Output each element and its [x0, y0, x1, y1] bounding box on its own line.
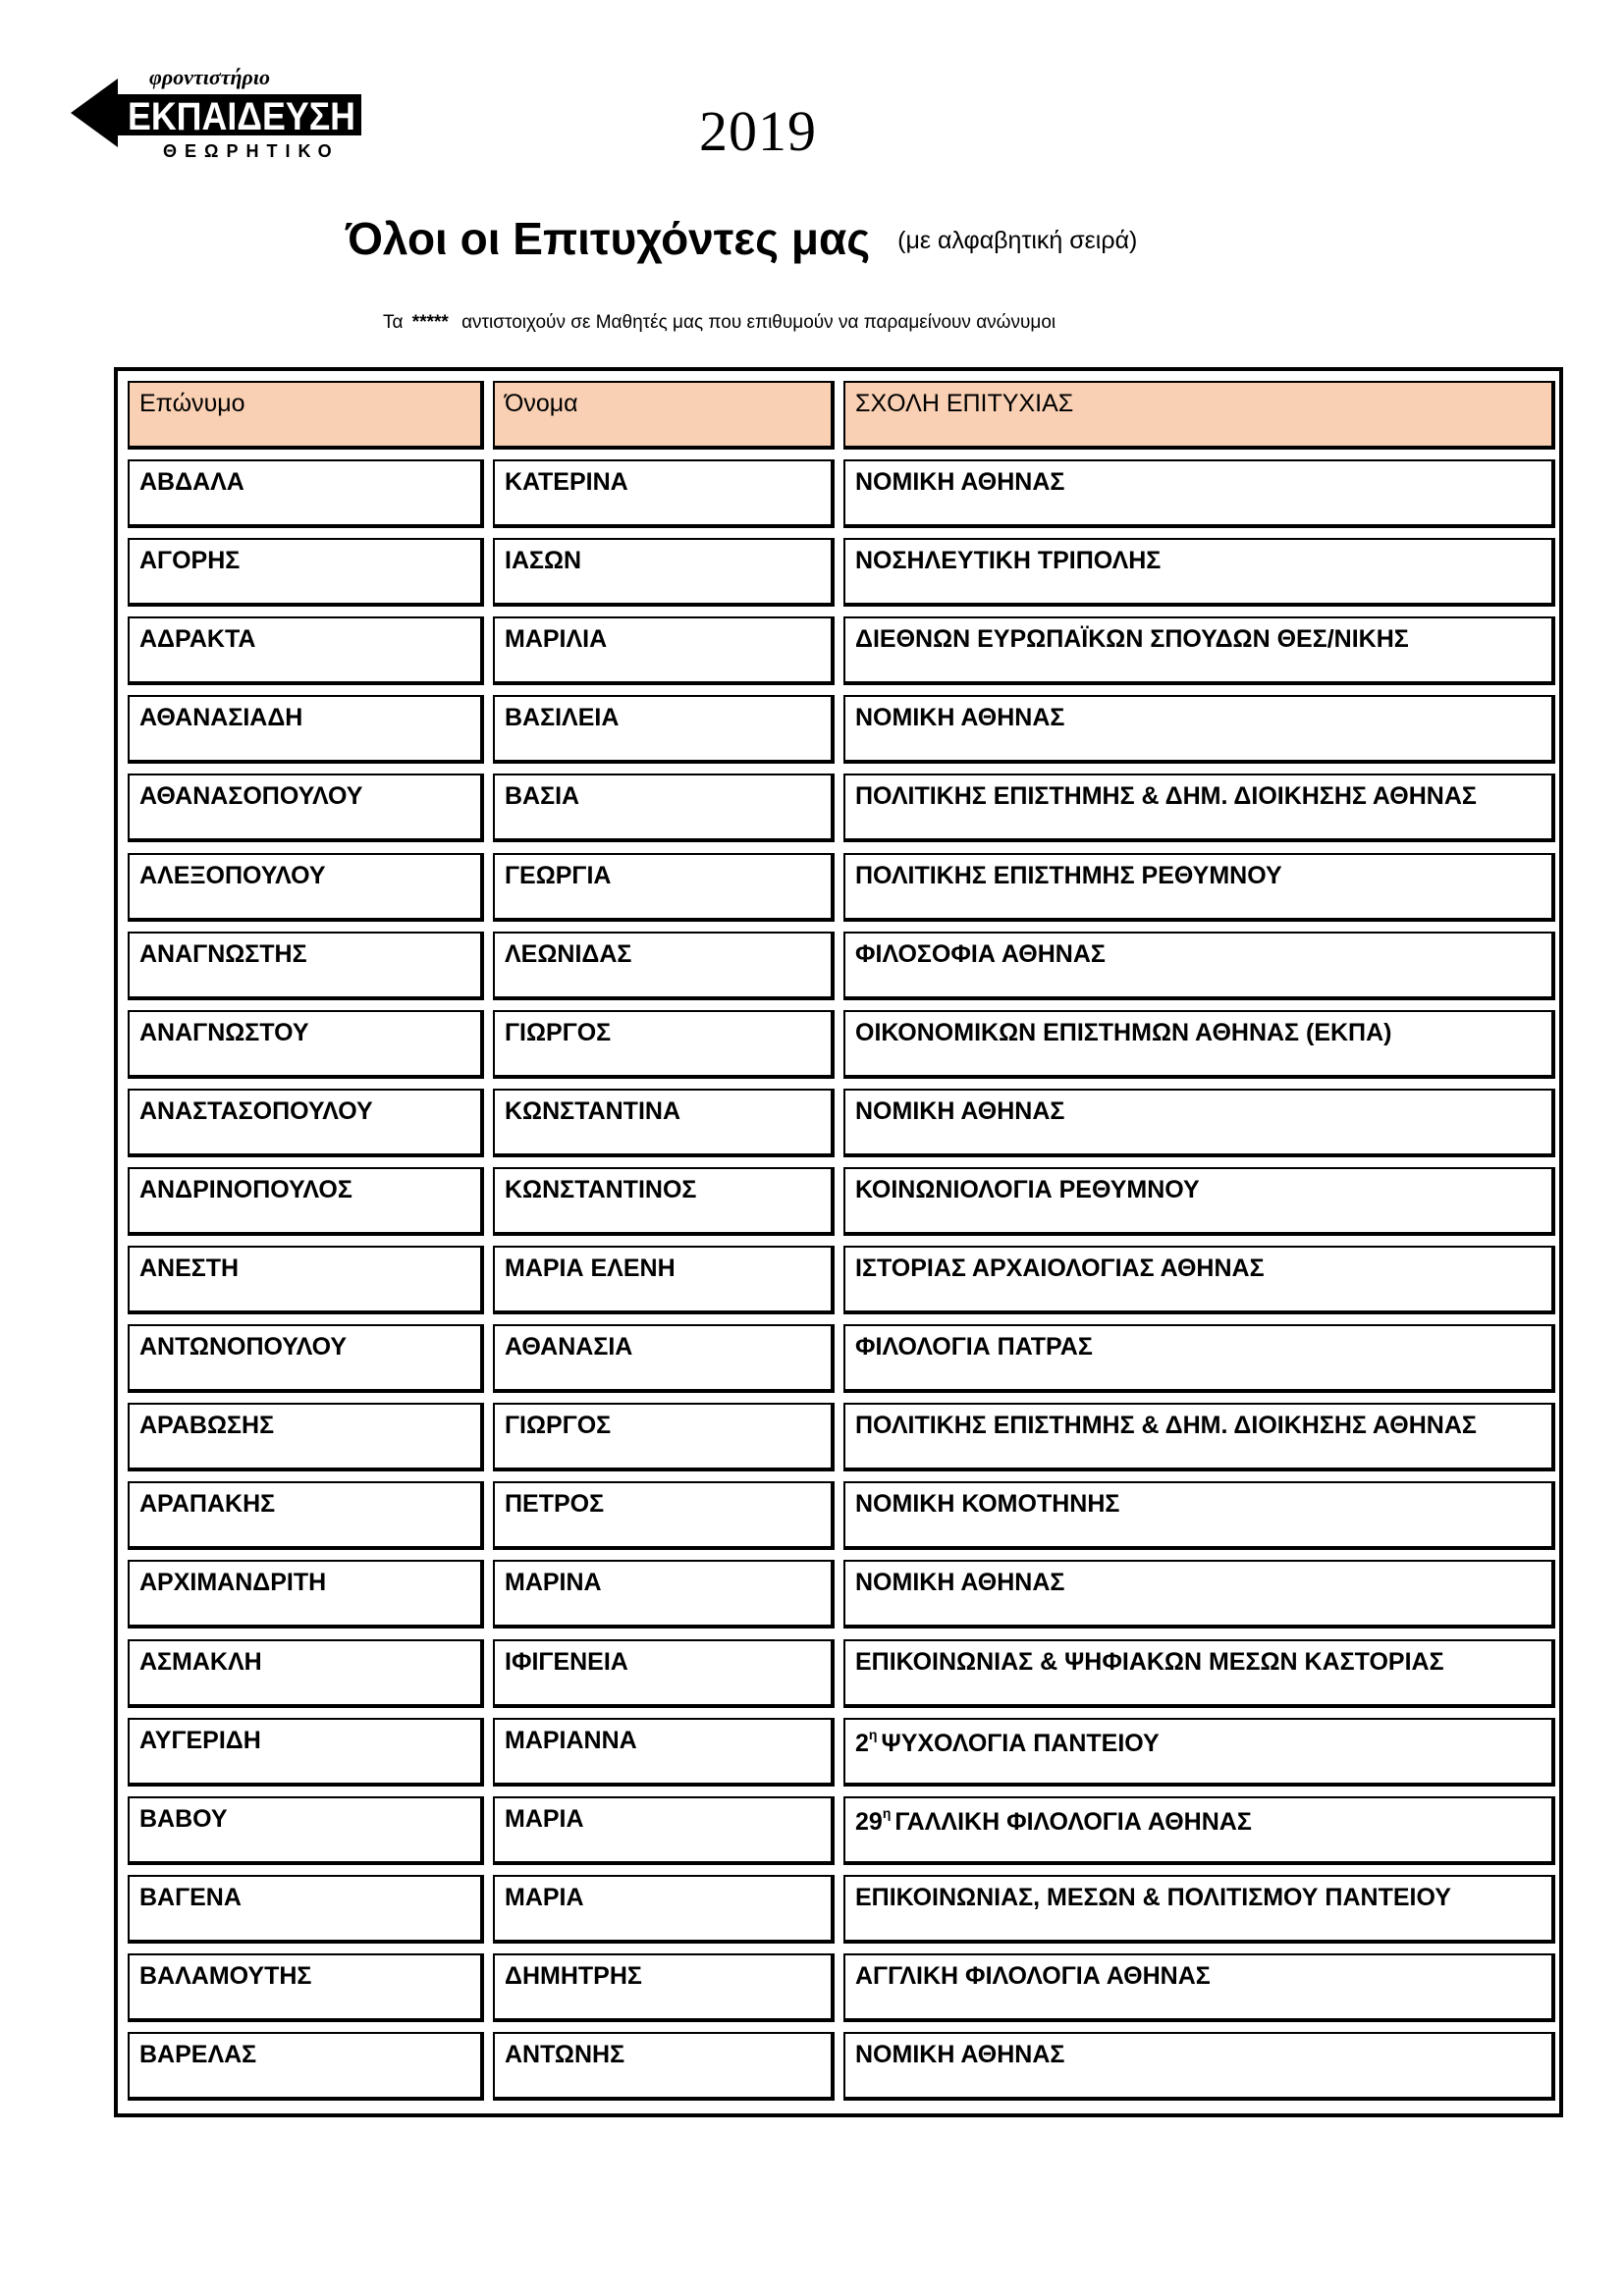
- first-name-cell: ΚΑΤΕΡΙΝΑ: [493, 459, 835, 528]
- logo-bottom-text: ΘΕΩΡΗΤΙΚΟ: [163, 141, 340, 161]
- school-rank-suffix: η: [882, 1804, 892, 1821]
- surname-cell: ΑΝΤΩΝΟΠΟΥΛΟΥ: [128, 1324, 484, 1393]
- column-header-name: Όνομα: [493, 381, 835, 450]
- title-text: Όλοι οι Επιτυχόντες μας: [346, 213, 871, 264]
- surname-cell: ΑΝΕΣΤΗ: [128, 1246, 484, 1314]
- first-name-cell: ΜΑΡΙΑ: [493, 1875, 835, 1944]
- school-rank-suffix: η: [868, 1726, 878, 1742]
- school-cell: ΦΙΛΟΛΟΓΙΑ ΠΑΤΡΑΣ: [843, 1324, 1555, 1393]
- page-title: [346, 212, 1137, 265]
- arrow-icon: [71, 79, 118, 147]
- first-name-cell: ΜΑΡΙΝΑ: [493, 1560, 835, 1629]
- note-text: αντιστοιχούν σε Μαθητές μας που επιθυμούν να παραμείνουν ανώνυμοι: [461, 312, 1056, 333]
- school-cell: ΝΟΜΙΚΗ ΑΘΗΝΑΣ: [843, 695, 1555, 764]
- surname-cell: ΑΝΑΣΤΑΣΟΠΟΥΛΟΥ: [128, 1089, 484, 1157]
- surname-cell: ΑΡΑΒΩΣΗΣ: [128, 1403, 484, 1471]
- school-cell: ΝΟΜΙΚΗ ΑΘΗΝΑΣ: [843, 1560, 1555, 1629]
- first-name-cell: ΛΕΩΝΙΔΑΣ: [493, 932, 835, 1000]
- first-name-cell: ΚΩΝΣΤΑΝΤΙΝΑ: [493, 1089, 835, 1157]
- first-name-cell: ΜΑΡΙΑ ΕΛΕΝΗ: [493, 1246, 835, 1314]
- first-name-cell: ΙΦΙΓΕΝΕΙΑ: [493, 1639, 835, 1708]
- school-cell: ΙΣΤΟΡΙΑΣ ΑΡΧΑΙΟΛΟΓΙΑΣ ΑΘΗΝΑΣ: [843, 1246, 1555, 1314]
- logo: [71, 65, 397, 161]
- school-cell: ΚΟΙΝΩΝΙΟΛΟΓΙΑ ΡΕΘΥΜΝΟΥ: [843, 1167, 1555, 1236]
- school-cell: ΟΙΚΟΝΟΜΙΚΩΝ ΕΠΙΣΤΗΜΩΝ ΑΘΗΝΑΣ (ΕΚΠΑ): [843, 1010, 1555, 1079]
- school-cell: ΕΠΙΚΟΙΝΩΝΙΑΣ, ΜΕΣΩΝ & ΠΟΛΙΤΙΣΜΟΥ ΠΑΝΤΕΙΟΥ: [843, 1875, 1555, 1944]
- surname-cell: ΑΘΑΝΑΣΟΠΟΥΛΟΥ: [128, 774, 484, 842]
- note-prefix: Τα: [383, 312, 404, 333]
- first-name-cell: ΓΕΩΡΓΙΑ: [493, 853, 835, 922]
- school-cell: ΦΙΛΟΣΟΦΙΑ ΑΘΗΝΑΣ: [843, 932, 1555, 1000]
- anonymity-note: [383, 312, 1056, 334]
- school-name: ΨΥΧΟΛΟΓΙΑ ΠΑΝΤΕΙΟΥ: [881, 1729, 1160, 1757]
- logo-graphic: [71, 65, 397, 161]
- first-name-cell: ΒΑΣΙΛΕΙΑ: [493, 695, 835, 764]
- school-cell: ΑΓΓΛΙΚΗ ΦΙΛΟΛΟΓΙΑ ΑΘΗΝΑΣ: [843, 1953, 1555, 2022]
- school-cell: ΝΟΜΙΚΗ ΑΘΗΝΑΣ: [843, 459, 1555, 528]
- subtitle: (με αλφαβητική σειρά): [897, 227, 1138, 254]
- surname-cell: ΑΡΑΠΑΚΗΣ: [128, 1481, 484, 1550]
- first-name-cell: ΙΑΣΩΝ: [493, 538, 835, 607]
- first-name-cell: ΜΑΡΙΛΙΑ: [493, 616, 835, 685]
- surname-cell: ΑΡΧΙΜΑΝΔΡΙΤΗ: [128, 1560, 484, 1629]
- school-cell: ΝΟΣΗΛΕΥΤΙΚΗ ΤΡΙΠΟΛΗΣ: [843, 538, 1555, 607]
- logo-main-text: ΕΚΠΑΙΔΕΥΣΗ: [128, 95, 355, 138]
- surname-cell: ΑΒΔΑΛΑ: [128, 459, 484, 528]
- surname-cell: ΑΣΜΑΚΛΗ: [128, 1639, 484, 1708]
- surname-cell: ΑΝΑΓΝΩΣΤΗΣ: [128, 932, 484, 1000]
- first-name-cell: ΠΕΤΡΟΣ: [493, 1481, 835, 1550]
- surname-cell: ΒΑΒΟΥ: [128, 1796, 484, 1865]
- school-cell: [843, 1718, 1555, 1787]
- school-cell: ΔΙΕΘΝΩΝ ΕΥΡΩΠΑΪΚΩΝ ΣΠΟΥΔΩΝ ΘΕΣ/ΝΙΚΗΣ: [843, 616, 1555, 685]
- first-name-cell: ΓΙΩΡΓΟΣ: [493, 1010, 835, 1079]
- surname-cell: ΒΑΛΑΜΟΥΤΗΣ: [128, 1953, 484, 2022]
- year: 2019: [699, 99, 817, 163]
- column-header-school: ΣΧΟΛΗ ΕΠΙΤΥΧΙΑΣ: [843, 381, 1555, 450]
- surname-cell: ΑΓΟΡΗΣ: [128, 538, 484, 607]
- surname-cell: ΑΥΓΕΡΙΔΗ: [128, 1718, 484, 1787]
- first-name-cell: ΔΗΜΗΤΡΗΣ: [493, 1953, 835, 2022]
- surname-cell: ΒΑΡΕΛΑΣ: [128, 2032, 484, 2101]
- school-cell: ΝΟΜΙΚΗ ΑΘΗΝΑΣ: [843, 2032, 1555, 2101]
- surname-cell: ΑΝΑΓΝΩΣΤΟΥ: [128, 1010, 484, 1079]
- school-cell: ΠΟΛΙΤΙΚΗΣ ΕΠΙΣΤΗΜΗΣ ΡΕΘΥΜΝΟΥ: [843, 853, 1555, 922]
- surname-cell: ΑΛΕΞΟΠΟΥΛΟΥ: [128, 853, 484, 922]
- school-cell: ΝΟΜΙΚΗ ΚΟΜΟΤΗΝΗΣ: [843, 1481, 1555, 1550]
- school-cell: ΠΟΛΙΤΙΚΗΣ ΕΠΙΣΤΗΜΗΣ & ΔΗΜ. ΔΙΟΙΚΗΣΗΣ ΑΘΗΝΑΣ: [843, 774, 1555, 842]
- school-cell: ΠΟΛΙΤΙΚΗΣ ΕΠΙΣΤΗΜΗΣ & ΔΗΜ. ΔΙΟΙΚΗΣΗΣ ΑΘΗΝΑΣ: [843, 1403, 1555, 1471]
- school-name: ΓΑΛΛΙΚΗ ΦΙΛΟΛΟΓΙΑ ΑΘΗΝΑΣ: [894, 1807, 1252, 1836]
- surname-cell: ΑΔΡΑΚΤΑ: [128, 616, 484, 685]
- first-name-cell: ΑΘΑΝΑΣΙΑ: [493, 1324, 835, 1393]
- results-table: [114, 367, 1563, 2117]
- school-cell: ΕΠΙΚΟΙΝΩΝΙΑΣ & ΨΗΦΙΑΚΩΝ ΜΕΣΩΝ ΚΑΣΤΟΡΙΑΣ: [843, 1639, 1555, 1708]
- first-name-cell: ΜΑΡΙΑΝΝΑ: [493, 1718, 835, 1787]
- first-name-cell: ΓΙΩΡΓΟΣ: [493, 1403, 835, 1471]
- surname-cell: ΑΝΔΡΙΝΟΠΟΥΛΟΣ: [128, 1167, 484, 1236]
- first-name-cell: ΚΩΝΣΤΑΝΤΙΝΟΣ: [493, 1167, 835, 1236]
- surname-cell: ΑΘΑΝΑΣΙΑΔΗ: [128, 695, 484, 764]
- first-name-cell: ΜΑΡΙΑ: [493, 1796, 835, 1865]
- first-name-cell: ΒΑΣΙΑ: [493, 774, 835, 842]
- first-name-cell: ΑΝΤΩΝΗΣ: [493, 2032, 835, 2101]
- note-stars: *****: [411, 312, 449, 333]
- column-header-surname: Επώνυμο: [128, 381, 484, 450]
- school-rank: 2: [855, 1729, 869, 1757]
- logo-top-text: φροντιστήριο: [149, 65, 270, 89]
- school-cell: [843, 1796, 1555, 1865]
- school-cell: ΝΟΜΙΚΗ ΑΘΗΝΑΣ: [843, 1089, 1555, 1157]
- surname-cell: ΒΑΓΕΝΑ: [128, 1875, 484, 1944]
- school-rank: 29: [855, 1807, 883, 1836]
